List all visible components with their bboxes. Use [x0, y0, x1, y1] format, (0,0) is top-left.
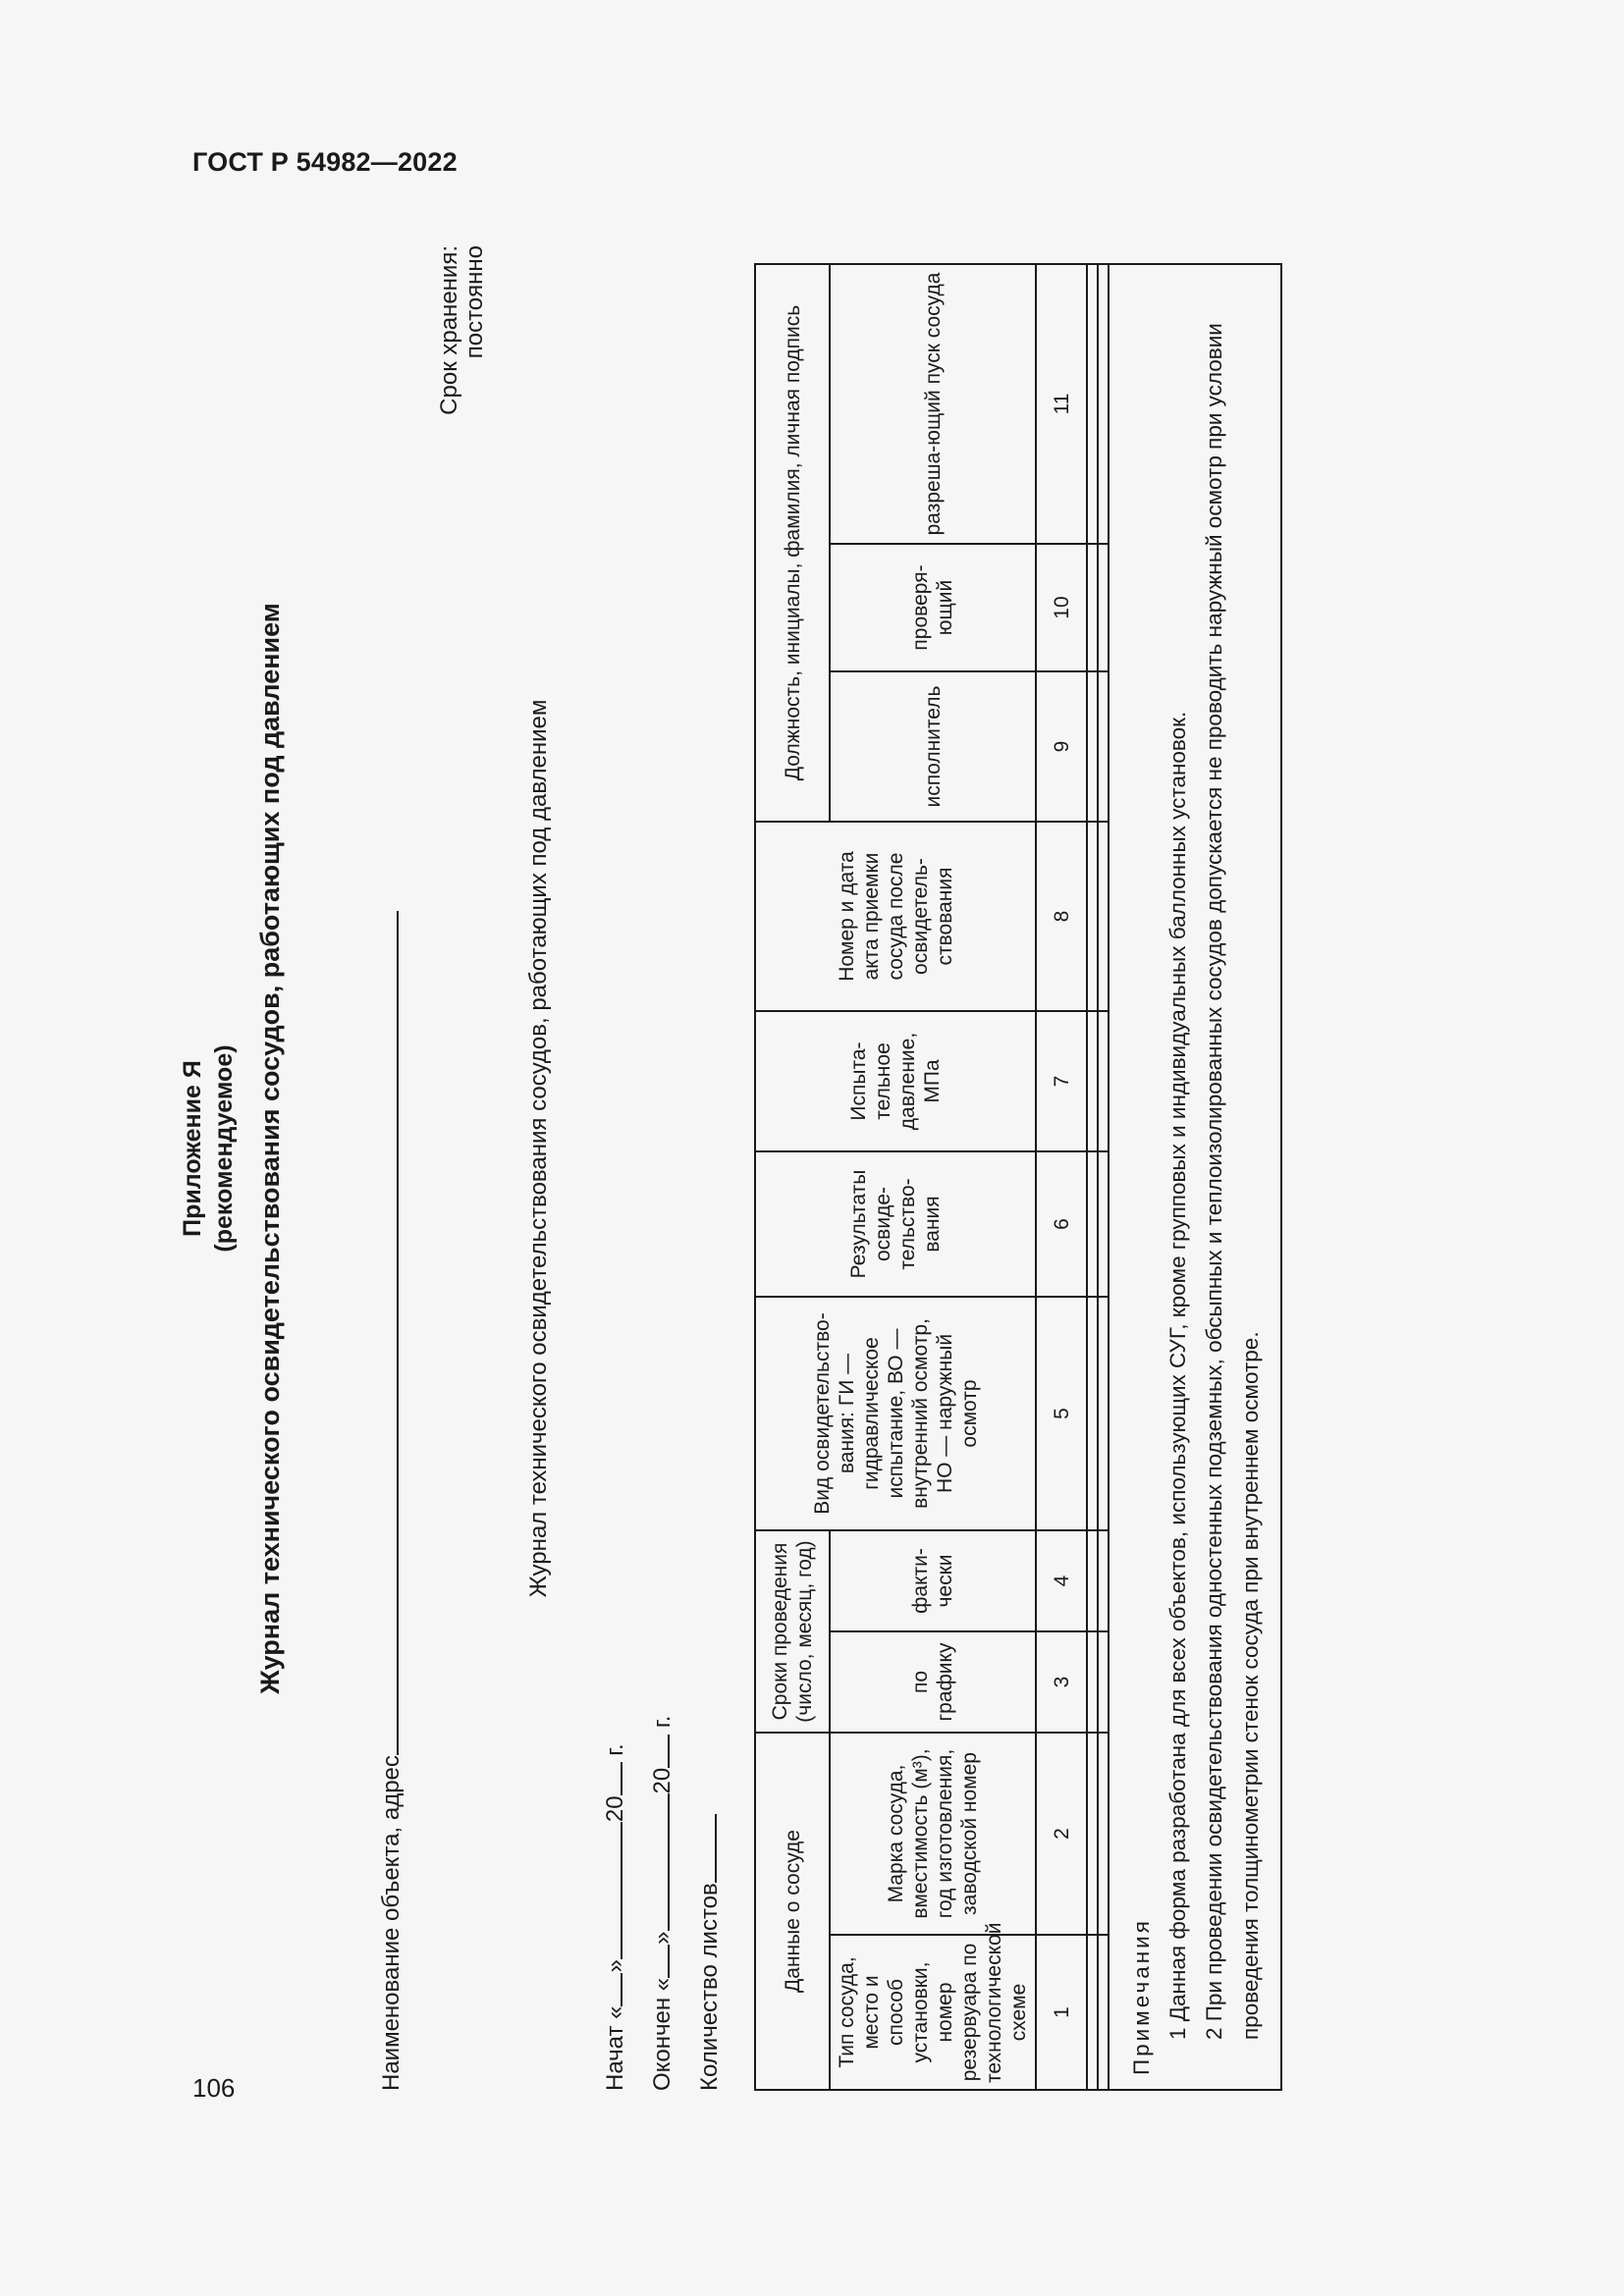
start-year-blank[interactable] — [599, 1762, 623, 1795]
col-number: 9 — [1036, 671, 1087, 822]
sheets-blank[interactable] — [693, 1814, 717, 1883]
rotated-form — [177, 206, 1263, 2091]
col-number: 11 — [1036, 264, 1087, 544]
table-row — [1098, 264, 1109, 2090]
col-vessel-type: Тип сосуда, место и способ установки, номер резервуара по технологической схеме — [830, 1935, 1036, 2090]
notes-row — [1109, 264, 1281, 2090]
sheets-count-line — [693, 1814, 724, 2091]
col-number: 10 — [1036, 544, 1087, 671]
storage-label: Срок хранения: — [436, 245, 462, 415]
start-day-blank[interactable] — [599, 1973, 623, 2006]
object-label: Наименование объекта, адрес — [378, 1755, 405, 2091]
col-results: Результаты освиде-тельство-вания — [755, 1151, 1036, 1297]
notes-cell — [1109, 264, 1281, 2090]
end-label: Окончен « — [649, 1977, 676, 2091]
col-test-pressure: Испыта-тельное давление, МПа — [755, 1011, 1036, 1151]
col-inspector: проверя-ющий — [830, 544, 1036, 671]
form-title: Журнал технического освидетельствования сосудов, работающих под давлением — [525, 699, 552, 1598]
col-scheduled: по графику — [830, 1631, 1036, 1733]
start-label: Начат « — [602, 2005, 628, 2091]
end-day-blank[interactable] — [646, 1945, 670, 1978]
object-blank[interactable] — [375, 911, 399, 1755]
col-number: 1 — [1036, 1935, 1087, 2090]
col-actual: факти-чески — [830, 1530, 1036, 1631]
note-1: 1 Данная форма разработана для всех объектов, использующих СУГ, кроме групповых и индивидуальных баллонных установок. — [1165, 711, 1190, 2040]
start-date-line: Начат «»20 г. — [599, 1743, 629, 2091]
journal-table — [754, 263, 1282, 2091]
page-number: 106 — [192, 2073, 236, 2103]
col-number: 7 — [1036, 1011, 1087, 1151]
col-number: 4 — [1036, 1530, 1087, 1631]
sheets-label: Количество листов — [696, 1883, 723, 2091]
end-month-blank[interactable] — [646, 1793, 670, 1931]
storage-value: постоянно — [461, 245, 488, 359]
table-row — [1087, 264, 1098, 2090]
object-name-line — [375, 911, 406, 2091]
col-executor: исполнитель — [830, 671, 1036, 822]
col-number: 6 — [1036, 1151, 1087, 1297]
storage-period — [437, 245, 488, 442]
group-dates: Сроки проведения (число, месяц, год) — [755, 1530, 830, 1733]
col-number: 3 — [1036, 1631, 1087, 1733]
notes-heading: Примечания — [1129, 1918, 1154, 2075]
col-number: 2 — [1036, 1733, 1087, 1935]
col-number: 5 — [1036, 1297, 1087, 1530]
end-date-line: Окончен «»20 г. — [646, 1716, 677, 2091]
appendix-title: Приложение Я — [179, 1060, 206, 1237]
end-year-blank[interactable] — [646, 1735, 670, 1768]
table-header-row-1 — [755, 264, 830, 2090]
standard-header: ГОСТ Р 54982—2022 — [192, 147, 458, 177]
column-numbers-row — [1036, 264, 1087, 2090]
col-acceptance-act: Номер и дата акта приемки сосуда после освидетель-ствования — [755, 822, 1036, 1011]
col-inspection-type: Вид освидетельство-вания: ГИ — гидравлическое испытание, ВО — внутренний осмотр, НО — наружный осмотр — [755, 1297, 1036, 1530]
group-vessel-data: Данные о сосуде — [755, 1733, 830, 2090]
col-vessel-brand: Марка сосуда, вместимость (м³), год изготовления, заводской номер — [830, 1733, 1036, 1935]
journal-title: Журнал технического освидетельствования сосудов, работающих под давлением — [255, 603, 285, 1694]
col-start-permitter: разреша-ющий пуск сосуда — [830, 264, 1036, 544]
group-signature: Должность, инициалы, фамилия, личная подпись — [755, 264, 830, 822]
note-2: 2 При проведении освидетельствования одностенных подземных, обсыпных и теплоизолированных сосудов допускается не проводить наружный осмотр при условии проведения толщинометрии стенок сосуда при внутреннем осмотре. — [1202, 323, 1263, 2040]
start-month-blank[interactable] — [599, 1822, 623, 1959]
col-number: 8 — [1036, 822, 1087, 1011]
appendix-subtitle: (рекомендуемое) — [210, 1044, 238, 1253]
